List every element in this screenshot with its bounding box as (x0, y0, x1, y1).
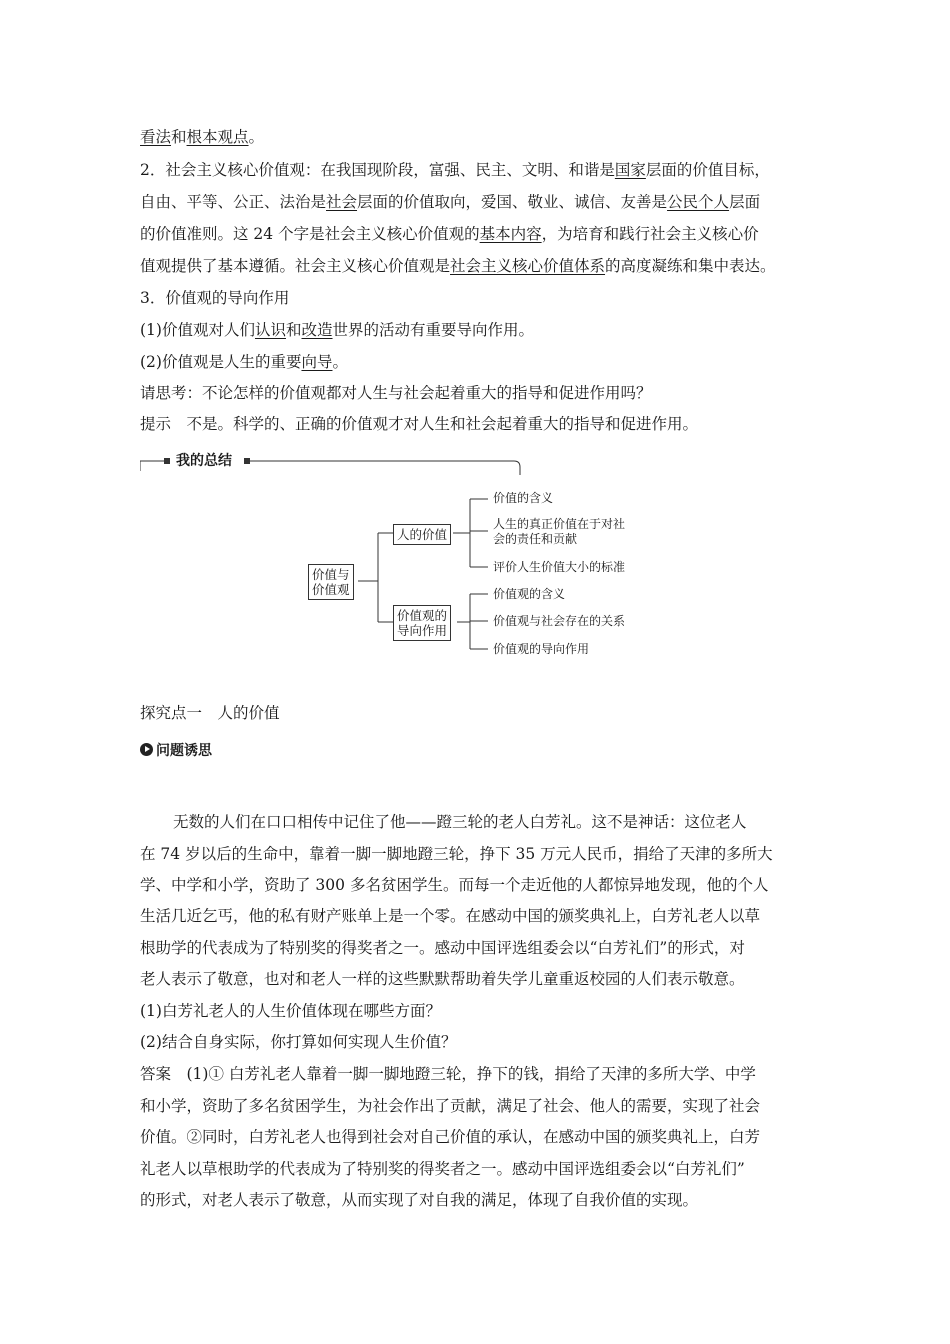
underlined-term: 社会 (326, 193, 358, 211)
item2-line-3: 的价值准则。这 24 个字是社会主义核心价值观的基本内容，为培育和践行社会主义核心价 (140, 225, 759, 243)
think-hint: 提示 不是。科学的、正确的价值观才对人生和社会起着重大的指导和促进作用。 (140, 415, 699, 433)
answer-line: 和小学，资助了多名贫困学生，为社会作出了贡献，满足了社会、他人的需要，实现了社会 (140, 1097, 761, 1115)
underlined-term: 国家 (614, 161, 646, 179)
summary-title: 我的总结 (172, 450, 236, 470)
item3-sub-1: (1)价值观对人们认识和改造世界的活动有重要导向作用。 (140, 321, 535, 339)
story-line: 在 74 岁以后的生命中，靠着一脚一脚地蹬三轮，挣下 35 万元人民币，捐给了天津的多所大 (140, 845, 773, 863)
diagram-leaf: 评价人生价值大小的标准 (493, 560, 626, 574)
answer-line: 礼老人以草根助学的代表成为了特别奖的得奖者之一。感动中国评选组委会以“白芳礼们” (140, 1160, 745, 1178)
story-line: 老人表示了敬意，也对和老人一样的这些默默帮助着失学儿童重返校园的人们表示敬意。 (140, 970, 745, 988)
diagram-leaf: 价值观的含义 (493, 587, 566, 601)
item2-line-1: 2．社会主义核心价值观：在我国现阶段，富强、民主、文明、和谐是国家层面的价值目标， (140, 161, 770, 179)
item2-line-2: 自由、平等、公正、法治是社会层面的价值取向，爱国、敬业、诚信、友善是公民个人层面 (140, 193, 761, 211)
diagram-root-node: 价值与 价值观 (308, 564, 354, 600)
answer-line: 的形式，对老人表示了敬意，从而实现了对自我的满足，体现了自我价值的实现。 (140, 1191, 699, 1209)
item2-line-4: 值观提供了基本遵循。社会主义核心价值观是社会主义核心价值体系的高度凝练和集中表达。 (140, 257, 776, 275)
think-question: 请思考：不论怎样的价值观都对人生与社会起着重大的指导和促进作用吗？ (140, 384, 652, 402)
story-line: 根助学的代表成为了特别奖的得奖者之一。感动中国评选组委会以“白芳礼们”的形式，对 (140, 939, 745, 957)
story-line: 生活几近乞丐，他的私有财产账单上是一个零。在感动中国的颁奖典礼上，白芳礼老人以草 (140, 907, 761, 925)
summary-diagram (300, 485, 660, 665)
diagram-connectors (300, 485, 660, 665)
intro-line: 看法和根本观点。 (140, 128, 265, 146)
diagram-branch-value-view: 价值观的 导向作用 (393, 605, 451, 641)
underlined-term: 基本内容 (479, 225, 542, 243)
diagram-branch-human-value: 人的价值 (393, 524, 451, 545)
underlined-term: 根本观点 (186, 128, 249, 146)
underlined-term: 向导 (301, 353, 333, 371)
diagram-leaf: 人生的真正价值在于对社 会的责任和贡献 (493, 517, 626, 546)
underlined-term: 看法 (140, 128, 172, 146)
answer-line: 价值。②同时，白芳礼老人也得到社会对自己价值的承认，在感动中国的颁奖典礼上，白芳 (140, 1128, 761, 1146)
diagram-leaf: 价值的含义 (493, 491, 554, 505)
diagram-leaf: 价值观与社会存在的关系 (493, 614, 626, 628)
question-2: (2)结合自身实际，你打算如何实现人生价值？ (140, 1033, 457, 1051)
story-line: 学、中学和小学，资助了 300 多名贫困学生。而每一个走近他的人都惊异地发现，他的个人 (140, 876, 769, 894)
underlined-term: 认识 (254, 321, 286, 339)
play-icon (140, 743, 153, 756)
story-line: 无数的人们在口口相传中记住了他——蹬三轮的老人白芳礼。这不是神话：这位老人 (173, 813, 747, 831)
explore-point-heading: 探究点一 人的价值 (140, 704, 280, 722)
underlined-term: 社会主义核心价值体系 (450, 257, 606, 275)
section-heading: 问题诱思 (140, 740, 212, 760)
underlined-term: 改造 (301, 321, 333, 339)
diagram-leaf: 价值观的导向作用 (493, 642, 590, 656)
answer-line: 答案 (1)① 白芳礼老人靠着一脚一脚地蹬三轮，挣下的钱，捐给了天津的多所大学、中学 (140, 1065, 756, 1083)
question-1: (1)白芳礼老人的人生价值体现在哪些方面？ (140, 1002, 441, 1020)
item3-sub-2: (2)价值观是人生的重要向导。 (140, 353, 348, 371)
item3-title: 3．价值观的导向作用 (140, 289, 290, 307)
underlined-term: 公民个人 (667, 193, 730, 211)
